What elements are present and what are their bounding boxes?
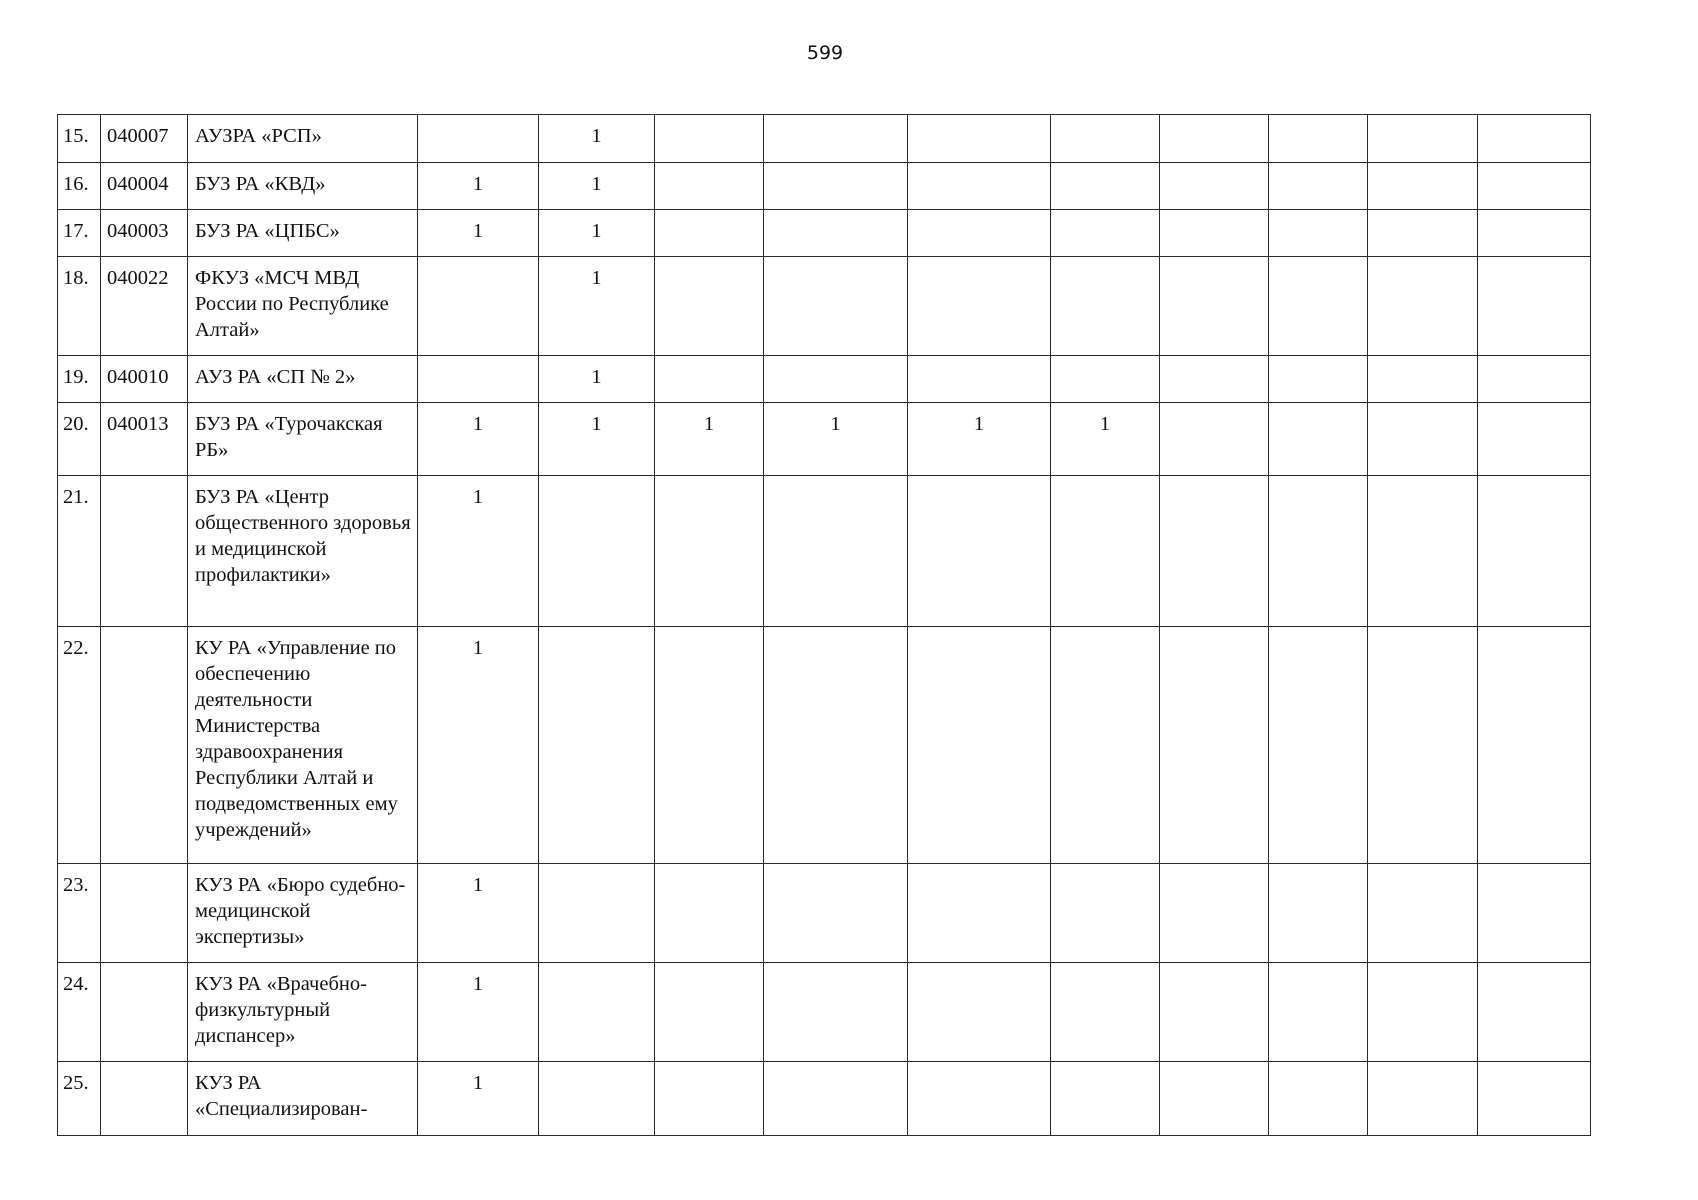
value-cell [1051,627,1160,864]
value-cell [1478,963,1591,1062]
value-cell: 1 [539,257,655,356]
value-cell [1368,115,1478,163]
value-cell [1051,115,1160,163]
value-cell [655,210,764,257]
value-cell [1368,1062,1478,1136]
value-cell [1051,476,1160,627]
value-cell [539,864,655,963]
value-cell [908,163,1051,210]
value-cell [1160,356,1269,403]
value-cell: 1 [418,476,539,627]
institution-name: БУЗ РА «КВД» [188,163,418,210]
value-cell [1478,115,1591,163]
value-cell: 1 [418,403,539,476]
value-cell [1051,864,1160,963]
institution-name: БУЗ РА «Турочакская РБ» [188,403,418,476]
value-cell [1269,403,1368,476]
value-cell [539,627,655,864]
row-number: 16. [58,163,101,210]
value-cell [1160,115,1269,163]
institution-code [101,627,188,864]
value-cell [1478,864,1591,963]
value-cell [1269,963,1368,1062]
value-cell [1051,1062,1160,1136]
value-cell [655,257,764,356]
table-row [58,356,1591,403]
row-number: 19. [58,356,101,403]
value-cell: 1 [539,210,655,257]
table-row [58,864,1591,963]
value-cell [1478,356,1591,403]
row-number: 15. [58,115,101,163]
value-cell [764,257,908,356]
value-cell [655,627,764,864]
value-cell [764,163,908,210]
row-number: 17. [58,210,101,257]
value-cell: 1 [418,627,539,864]
table-row [58,210,1591,257]
value-cell [1269,356,1368,403]
institution-code: 040022 [101,257,188,356]
table-row [58,257,1591,356]
value-cell [1368,210,1478,257]
value-cell [1269,864,1368,963]
row-number: 22. [58,627,101,864]
institution-name: АУЗ РА «СП № 2» [188,356,418,403]
row-number: 25. [58,1062,101,1136]
value-cell: 1 [908,403,1051,476]
row-number: 24. [58,963,101,1062]
row-number: 23. [58,864,101,963]
value-cell [1269,627,1368,864]
table-row [58,1062,1591,1136]
value-cell [1269,476,1368,627]
institution-code: 040013 [101,403,188,476]
value-cell [764,1062,908,1136]
value-cell [764,963,908,1062]
table-row [58,476,1591,627]
value-cell: 1 [418,163,539,210]
institution-code: 040004 [101,163,188,210]
institution-name: ФКУЗ «МСЧ МВД России по Республике Алтай» [188,257,418,356]
institutions-table [57,114,1591,1136]
value-cell: 1 [418,963,539,1062]
value-cell [539,1062,655,1136]
institution-name: БУЗ РА «ЦПБС» [188,210,418,257]
value-cell [1478,476,1591,627]
institution-code [101,1062,188,1136]
value-cell [908,210,1051,257]
value-cell [418,257,539,356]
table-row [58,403,1591,476]
institution-name: КУ РА «Управление по обеспечению деятельности Министерства здравоохранения Республики Алтай и подведомственных ему учреждений» [188,627,418,864]
row-number: 21. [58,476,101,627]
value-cell [1368,163,1478,210]
value-cell [1478,163,1591,210]
value-cell [908,864,1051,963]
row-number: 18. [58,257,101,356]
value-cell [1051,257,1160,356]
table-row [58,963,1591,1062]
value-cell: 1 [418,1062,539,1136]
value-cell: 1 [539,163,655,210]
value-cell: 1 [418,210,539,257]
institution-name: АУЗРА «РСП» [188,115,418,163]
value-cell: 1 [655,403,764,476]
value-cell [1368,403,1478,476]
row-number: 20. [58,403,101,476]
value-cell [1160,627,1269,864]
value-cell [908,1062,1051,1136]
institution-code [101,963,188,1062]
value-cell [539,476,655,627]
value-cell: 1 [539,356,655,403]
institution-code: 040007 [101,115,188,163]
value-cell [1368,963,1478,1062]
value-cell [908,963,1051,1062]
value-cell [1160,403,1269,476]
value-cell: 1 [539,403,655,476]
value-cell [764,627,908,864]
value-cell [908,115,1051,163]
value-cell [655,1062,764,1136]
table-row [58,627,1591,864]
value-cell [1160,210,1269,257]
value-cell [1160,257,1269,356]
value-cell [1160,163,1269,210]
value-cell [1269,115,1368,163]
value-cell [764,210,908,257]
value-cell [1051,210,1160,257]
value-cell [1160,1062,1269,1136]
value-cell [1160,476,1269,627]
value-cell [764,864,908,963]
value-cell [908,627,1051,864]
value-cell [1051,163,1160,210]
value-cell [764,476,908,627]
value-cell [1368,356,1478,403]
institution-name: КУЗ РА «Специализирован- [188,1062,418,1136]
value-cell: 1 [539,115,655,163]
value-cell [655,356,764,403]
value-cell [1478,210,1591,257]
value-cell [1269,1062,1368,1136]
value-cell [1478,257,1591,356]
value-cell [1478,403,1591,476]
value-cell [655,476,764,627]
value-cell [655,163,764,210]
value-cell [764,115,908,163]
value-cell [908,257,1051,356]
value-cell [655,864,764,963]
value-cell [1368,864,1478,963]
value-cell [1051,963,1160,1062]
institution-name: КУЗ РА «Врачебно-физкультурный диспансер» [188,963,418,1062]
institution-name: КУЗ РА «Бюро судебно-медицинской экспертизы» [188,864,418,963]
value-cell [418,356,539,403]
page-number: 599 [806,42,844,64]
value-cell [1478,1062,1591,1136]
value-cell [418,115,539,163]
institution-code: 040003 [101,210,188,257]
value-cell: 1 [764,403,908,476]
value-cell [1269,163,1368,210]
value-cell [908,356,1051,403]
value-cell [1478,627,1591,864]
institution-code [101,476,188,627]
institution-code [101,864,188,963]
value-cell [764,356,908,403]
table-row [58,115,1591,163]
value-cell [1368,257,1478,356]
table-row [58,163,1591,210]
institution-code: 040010 [101,356,188,403]
value-cell [1368,476,1478,627]
value-cell: 1 [418,864,539,963]
value-cell [539,963,655,1062]
value-cell: 1 [1051,403,1160,476]
institution-name: БУЗ РА «Центр общественного здоровья и медицинской профилактики» [188,476,418,627]
value-cell [1160,864,1269,963]
value-cell [1368,627,1478,864]
value-cell [655,115,764,163]
value-cell [1269,210,1368,257]
value-cell [1051,356,1160,403]
value-cell [908,476,1051,627]
value-cell [655,963,764,1062]
value-cell [1269,257,1368,356]
value-cell [1160,963,1269,1062]
